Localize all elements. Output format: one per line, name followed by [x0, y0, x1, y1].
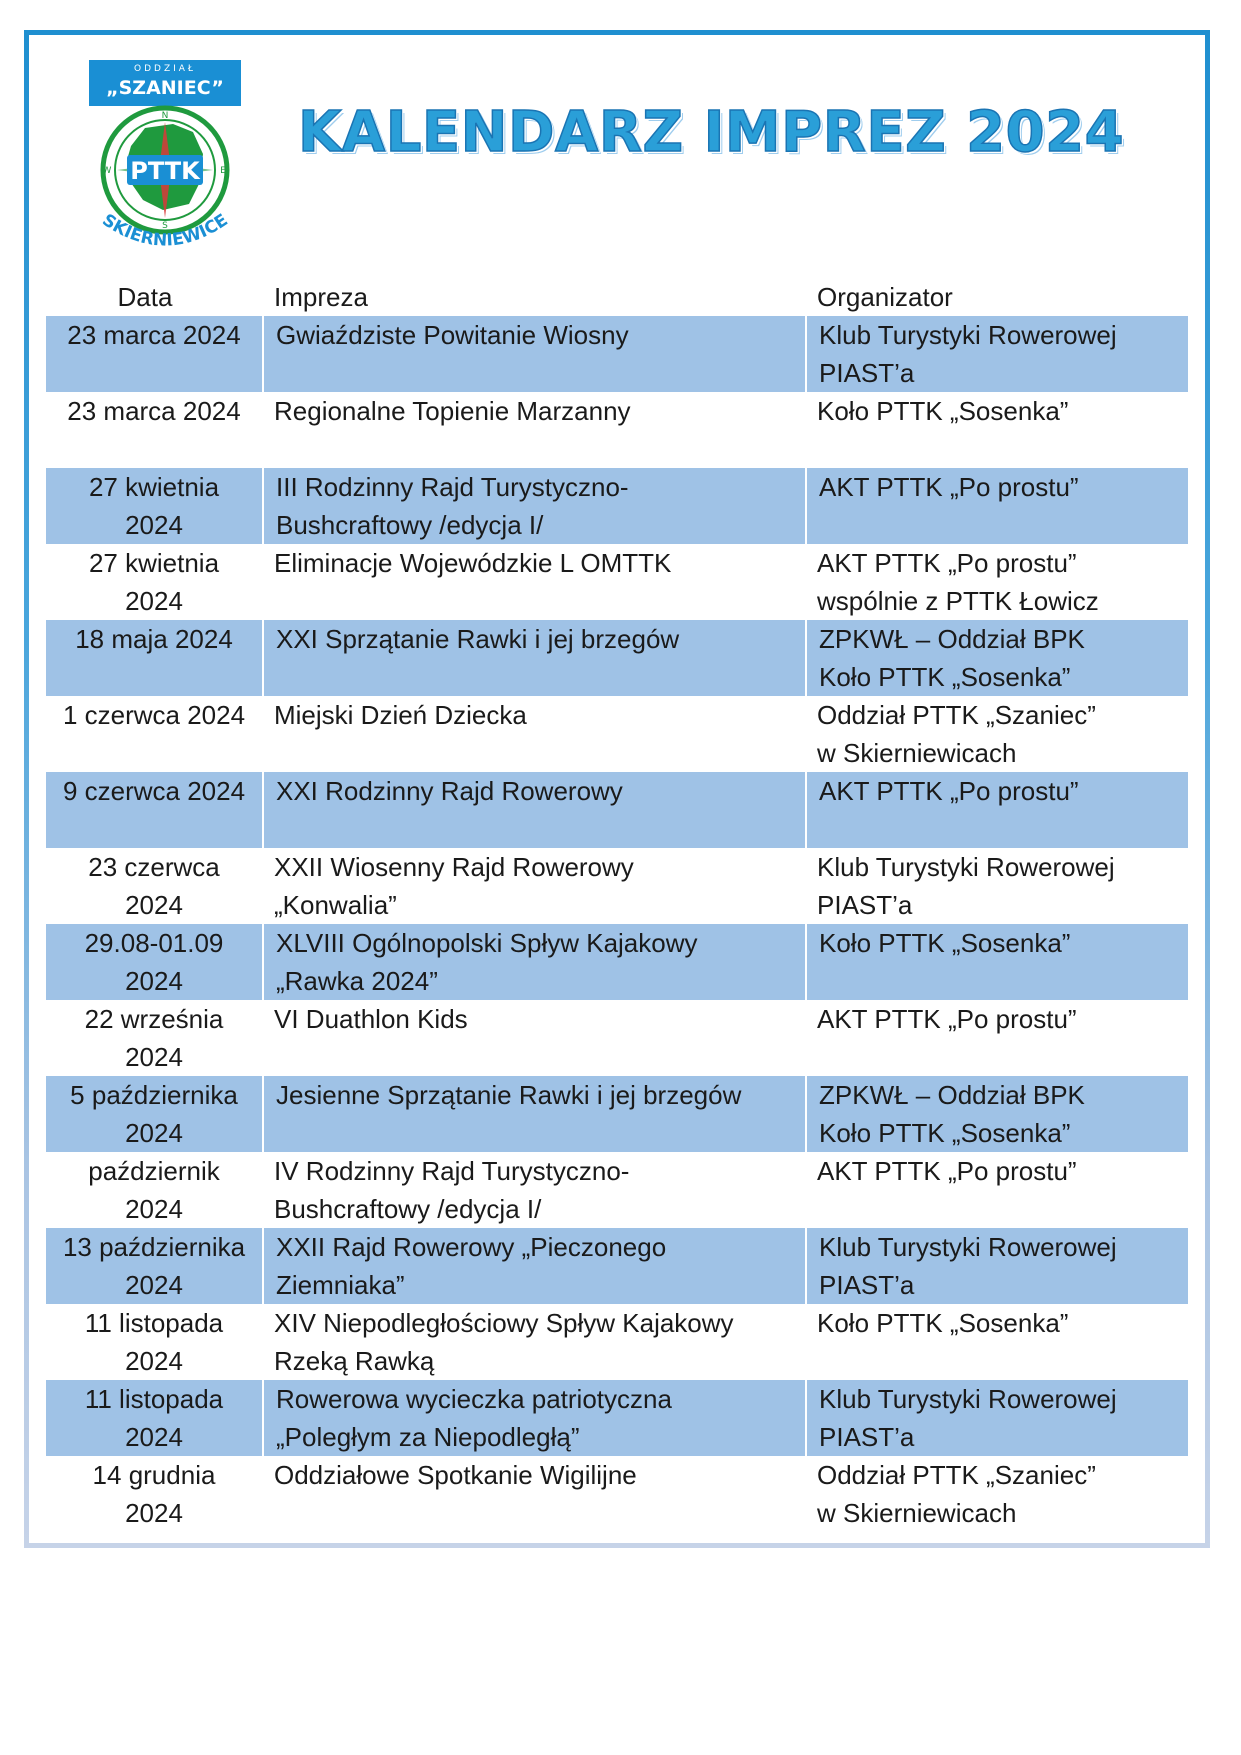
table-row: [46, 1380, 1188, 1456]
event-cell-line: „Poległym za Niepodległą”: [276, 1422, 580, 1452]
header-date: Data: [117, 282, 173, 312]
organizer-cell: [805, 392, 1188, 468]
compass-s: S: [162, 221, 168, 231]
event-cell: [262, 1152, 805, 1228]
organizer-cell-line: Klub Turystyki Rowerowej: [819, 1232, 1117, 1262]
organizer-cell-line: Oddział PTTK „Szaniec”: [817, 1460, 1096, 1490]
organizer-cell: [805, 1228, 1188, 1304]
table-row: [46, 392, 1188, 468]
organizer-cell-line: AKT PTTK „Po prostu”: [817, 1004, 1077, 1034]
organizer-cell-line: w Skierniewicach: [817, 738, 1017, 768]
logo-name: „SZANIEC”: [106, 77, 224, 99]
table-row: [46, 696, 1188, 772]
compass-e: E: [220, 166, 226, 176]
event-cell: [262, 772, 805, 848]
event-cell: [262, 1304, 805, 1380]
event-cell: [262, 468, 805, 544]
organizer-cell-line: AKT PTTK „Po prostu”: [817, 1156, 1077, 1186]
date-cell-line: 23 marca 2024: [67, 396, 241, 426]
date-cell-line: 2024: [125, 1042, 183, 1072]
table-row: [46, 468, 1188, 544]
date-cell-line: 27 kwietnia: [88, 548, 220, 578]
date-cell-line: 23 czerwca: [88, 852, 220, 882]
event-cell-line: Oddziałowe Spotkanie Wigilijne: [274, 1460, 637, 1490]
table-row: [46, 1228, 1188, 1304]
header-event: Impreza: [274, 282, 368, 312]
event-cell-line: IV Rodzinny Rajd Turystyczno-: [274, 1156, 630, 1186]
date-cell: [46, 468, 262, 544]
organizer-cell-line: Klub Turystyki Rowerowej: [817, 852, 1115, 882]
events-table: [46, 278, 1188, 1532]
date-cell-line: 2024: [125, 966, 183, 996]
date-cell: [46, 848, 262, 924]
event-cell-line: „Konwalia”: [274, 890, 397, 920]
organizer-cell-line: PIAST’a: [817, 890, 913, 920]
organizer-cell: [805, 848, 1188, 924]
table-row: [46, 1152, 1188, 1228]
event-cell: [262, 620, 805, 696]
date-cell-line: 5 października: [70, 1080, 238, 1110]
organizer-cell: [805, 1380, 1188, 1456]
date-cell-line: 2024: [125, 1194, 183, 1224]
date-cell-line: 2024: [125, 1346, 183, 1376]
date-cell-line: 23 marca 2024: [67, 320, 241, 350]
organizer-cell-line: w Skierniewicach: [817, 1498, 1017, 1528]
date-cell: [46, 316, 262, 392]
event-cell-line: XXII Rajd Rowerowy „Pieczonego: [276, 1232, 667, 1262]
organizer-cell-line: Koło PTTK „Sosenka”: [819, 928, 1071, 958]
date-cell-line: 2024: [125, 1270, 183, 1300]
event-cell-line: XXII Wiosenny Rajd Rowerowy: [274, 852, 634, 882]
date-cell-line: październik: [88, 1156, 220, 1186]
organizer-cell: [805, 924, 1188, 1000]
compass-n: N: [161, 111, 169, 121]
date-cell-line: 11 listopada: [84, 1308, 224, 1338]
event-cell-line: Eliminacje Wojewódzkie L OMTTK: [274, 548, 672, 578]
compass-w: W: [102, 166, 112, 176]
event-cell: [262, 924, 805, 1000]
table-header: [46, 278, 1188, 316]
event-cell: [262, 1000, 805, 1076]
event-cell-line: VI Duathlon Kids: [274, 1004, 468, 1034]
date-cell-line: 2024: [125, 1422, 183, 1452]
date-cell-line: 2024: [125, 510, 183, 540]
date-cell: [46, 1000, 262, 1076]
organizer-cell-line: Koło PTTK „Sosenka”: [817, 396, 1069, 426]
date-cell: [46, 772, 262, 848]
table-row: [46, 1076, 1188, 1152]
organizer-cell: [805, 1456, 1188, 1532]
event-cell: [262, 1228, 805, 1304]
date-cell-line: 1 czerwca 2024: [62, 700, 246, 730]
header-organizer: Organizator: [817, 282, 953, 312]
organizer-cell-line: Koło PTTK „Sosenka”: [819, 662, 1071, 692]
date-cell: [46, 924, 262, 1000]
event-cell: [262, 848, 805, 924]
date-cell-line: 9 czerwca 2024: [62, 776, 246, 806]
table-row: [46, 924, 1188, 1000]
organizer-cell: [805, 1076, 1188, 1152]
table-row: [46, 1304, 1188, 1380]
event-cell: [262, 1076, 805, 1152]
table-row: [46, 316, 1188, 392]
organizer-cell-line: ZPKWŁ – Oddział BPK: [819, 624, 1085, 654]
organizer-cell-line: AKT PTTK „Po prostu”: [817, 548, 1077, 578]
event-cell-line: III Rodzinny Rajd Turystyczno-: [276, 472, 629, 502]
date-cell: [46, 1456, 262, 1532]
table-row: [46, 620, 1188, 696]
event-cell-line: Jesienne Sprzątanie Rawki i jej brzegów: [276, 1080, 742, 1110]
date-cell-line: 27 kwietnia: [88, 472, 220, 502]
event-cell-line: „Rawka 2024”: [276, 966, 438, 996]
organizer-cell: [805, 696, 1188, 772]
date-cell-line: 18 maja 2024: [75, 624, 233, 654]
organizer-cell: [805, 468, 1188, 544]
table-row: [46, 772, 1188, 848]
pttk-szaniec-logo: [85, 58, 245, 268]
organizer-cell-line: PIAST’a: [819, 358, 915, 388]
event-cell-line: XXI Sprzątanie Rawki i jej brzegów: [276, 624, 680, 654]
organizer-cell: [805, 1000, 1188, 1076]
date-cell: [46, 1228, 262, 1304]
logo-top-text: ODDZIAŁ: [134, 64, 196, 74]
organizer-cell-line: AKT PTTK „Po prostu”: [819, 776, 1079, 806]
date-cell-line: 11 listopada: [84, 1384, 224, 1414]
date-cell: [46, 1304, 262, 1380]
event-cell-line: Miejski Dzień Dziecka: [274, 700, 527, 730]
event-cell: [262, 316, 805, 392]
organizer-cell-line: Koło PTTK „Sosenka”: [819, 1118, 1071, 1148]
event-cell-line: Ziemniaka”: [276, 1270, 405, 1300]
table-row: [46, 848, 1188, 924]
date-cell-line: 22 września: [84, 1004, 224, 1034]
organizer-cell: [805, 316, 1188, 392]
date-cell-line: 13 października: [62, 1232, 246, 1262]
date-cell: [46, 696, 262, 772]
date-cell: [46, 544, 262, 620]
date-cell: [46, 620, 262, 696]
organizer-cell-line: PIAST’a: [819, 1270, 915, 1300]
date-cell-line: 2024: [125, 1118, 183, 1148]
logo-center-text: PTTK: [130, 157, 200, 185]
table-body: [46, 316, 1188, 1532]
organizer-cell-line: wspólnie z PTTK Łowicz: [817, 586, 1099, 616]
organizer-cell-line: Koło PTTK „Sosenka”: [817, 1308, 1069, 1338]
date-cell-line: 2024: [125, 586, 183, 616]
date-cell: [46, 1380, 262, 1456]
event-cell: [262, 392, 805, 468]
event-cell-line: Gwiaździste Powitanie Wiosny: [276, 320, 629, 350]
organizer-cell-line: AKT PTTK „Po prostu”: [819, 472, 1079, 502]
organizer-cell: [805, 1152, 1188, 1228]
date-cell: [46, 1152, 262, 1228]
organizer-cell: [805, 772, 1188, 848]
event-cell-line: Rowerowa wycieczka patriotyczna: [276, 1384, 672, 1414]
event-cell-line: XLVIII Ogólnopolski Spływ Kajakowy: [276, 928, 698, 958]
table-row: [46, 1456, 1188, 1532]
event-cell-line: XIV Niepodległościowy Spływ Kajakowy: [274, 1308, 734, 1338]
event-cell-line: Rzeką Rawką: [274, 1346, 435, 1376]
table-row: [46, 1000, 1188, 1076]
organizer-cell: [805, 620, 1188, 696]
event-cell: [262, 1456, 805, 1532]
logo-city: SKIERNIEWICE: [98, 210, 232, 251]
date-cell-line: 14 grudnia: [92, 1460, 216, 1490]
organizer-cell-line: PIAST’a: [819, 1422, 915, 1452]
event-cell: [262, 1380, 805, 1456]
table-row: [46, 544, 1188, 620]
organizer-cell-line: Klub Turystyki Rowerowej: [819, 1384, 1117, 1414]
organizer-cell-line: Klub Turystyki Rowerowej: [819, 320, 1117, 350]
event-cell: [262, 696, 805, 772]
event-cell-line: Regionalne Topienie Marzanny: [274, 396, 631, 426]
date-cell-line: 29.08-01.09: [84, 928, 224, 958]
date-cell-line: 2024: [125, 890, 183, 920]
date-cell: [46, 1076, 262, 1152]
organizer-cell: [805, 1304, 1188, 1380]
organizer-cell: [805, 544, 1188, 620]
organizer-cell-line: ZPKWŁ – Oddział BPK: [819, 1080, 1085, 1110]
date-cell-line: 2024: [125, 1498, 183, 1528]
event-cell-line: Bushcraftowy /edycja I/: [276, 510, 544, 540]
date-cell: [46, 392, 262, 468]
event-cell: [262, 544, 805, 620]
event-cell-line: XXI Rodzinny Rajd Rowerowy: [276, 776, 623, 806]
organizer-cell-line: Oddział PTTK „Szaniec”: [817, 700, 1096, 730]
page-title: KALENDARZ IMPREZ 2024: [298, 100, 1125, 165]
event-cell-line: Bushcraftowy /edycja I/: [274, 1194, 542, 1224]
